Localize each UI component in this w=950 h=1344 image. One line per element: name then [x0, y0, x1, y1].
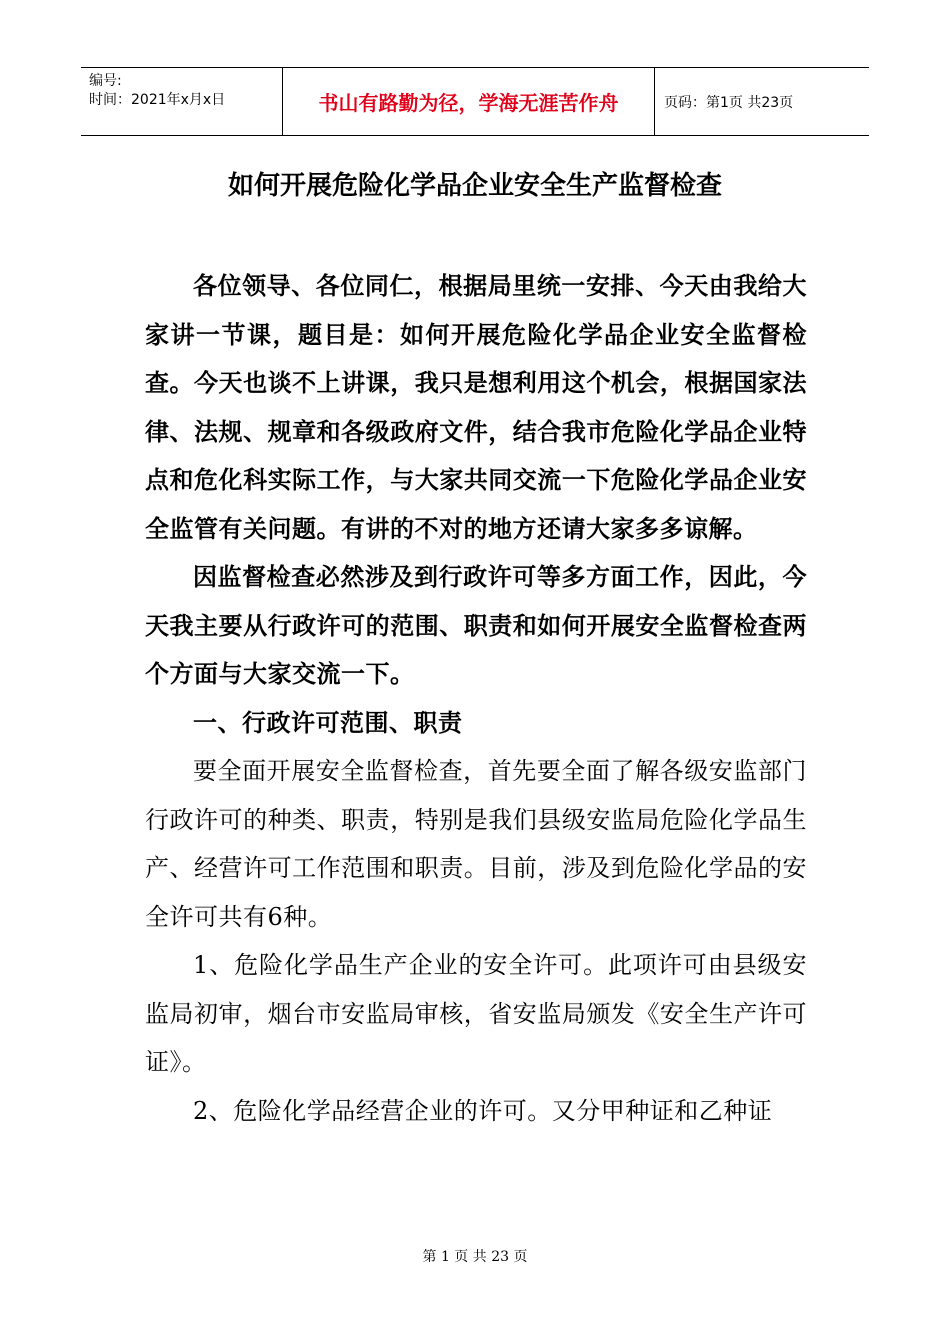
header-meta	[81, 68, 282, 135]
document-date: 时间：2021年x月x日	[89, 92, 226, 108]
page-header	[81, 67, 869, 136]
header-page-info: 页码：第1页 共23页	[664, 94, 794, 111]
paragraph-intro: 各位领导、各位同仁，根据局里统一安排、今天由我给大家讲一节课，题目是：如何开展危险化学品企业安全监督检查。今天也谈不上讲课，我只是想利用这个机会，根据国家法律、法规、规章和各级政府文件，结合我市危险化学品企业特点和危化科实际工作，与大家共同交流一下危险化学品企业安全监管有关问题。有讲的不对的地方还请大家多多谅解。	[145, 271, 807, 543]
paragraph-scope: 因监督检查必然涉及到行政许可等多方面工作，因此，今天我主要从行政许可的范围、职责和如何开展安全监督检查两个方面与大家交流一下。	[145, 562, 807, 688]
document-body	[145, 262, 807, 1135]
paragraph-item-2: 2、危险化学品经营企业的许可。又分甲种证和乙种证	[193, 1096, 773, 1125]
page-footer: 第 1 页 共 23 页	[422, 1249, 528, 1265]
paragraph-item-1: 1、危险化学品生产企业的安全许可。此项许可由县级安监局初审，烟台市安监局审核，省安监局颁发《安全生产许可证》。	[145, 951, 807, 1076]
paragraph-permits: 要全面开展安全监督检查，首先要全面了解各级安监部门行政许可的种类、职责，特别是我们县级安监局危险化学品生产、经营许可工作范围和职责。目前，涉及到危险化学品的安全许可共有6种。	[145, 757, 807, 931]
document-number-label: 编号:	[89, 73, 122, 89]
document-title: 如何开展危险化学品企业安全生产监督检查	[227, 171, 722, 201]
header-motto: 书山有路勤为径，学海无涯苦作舟	[282, 68, 655, 135]
section-heading: 一、行政许可范围、职责	[193, 707, 463, 737]
